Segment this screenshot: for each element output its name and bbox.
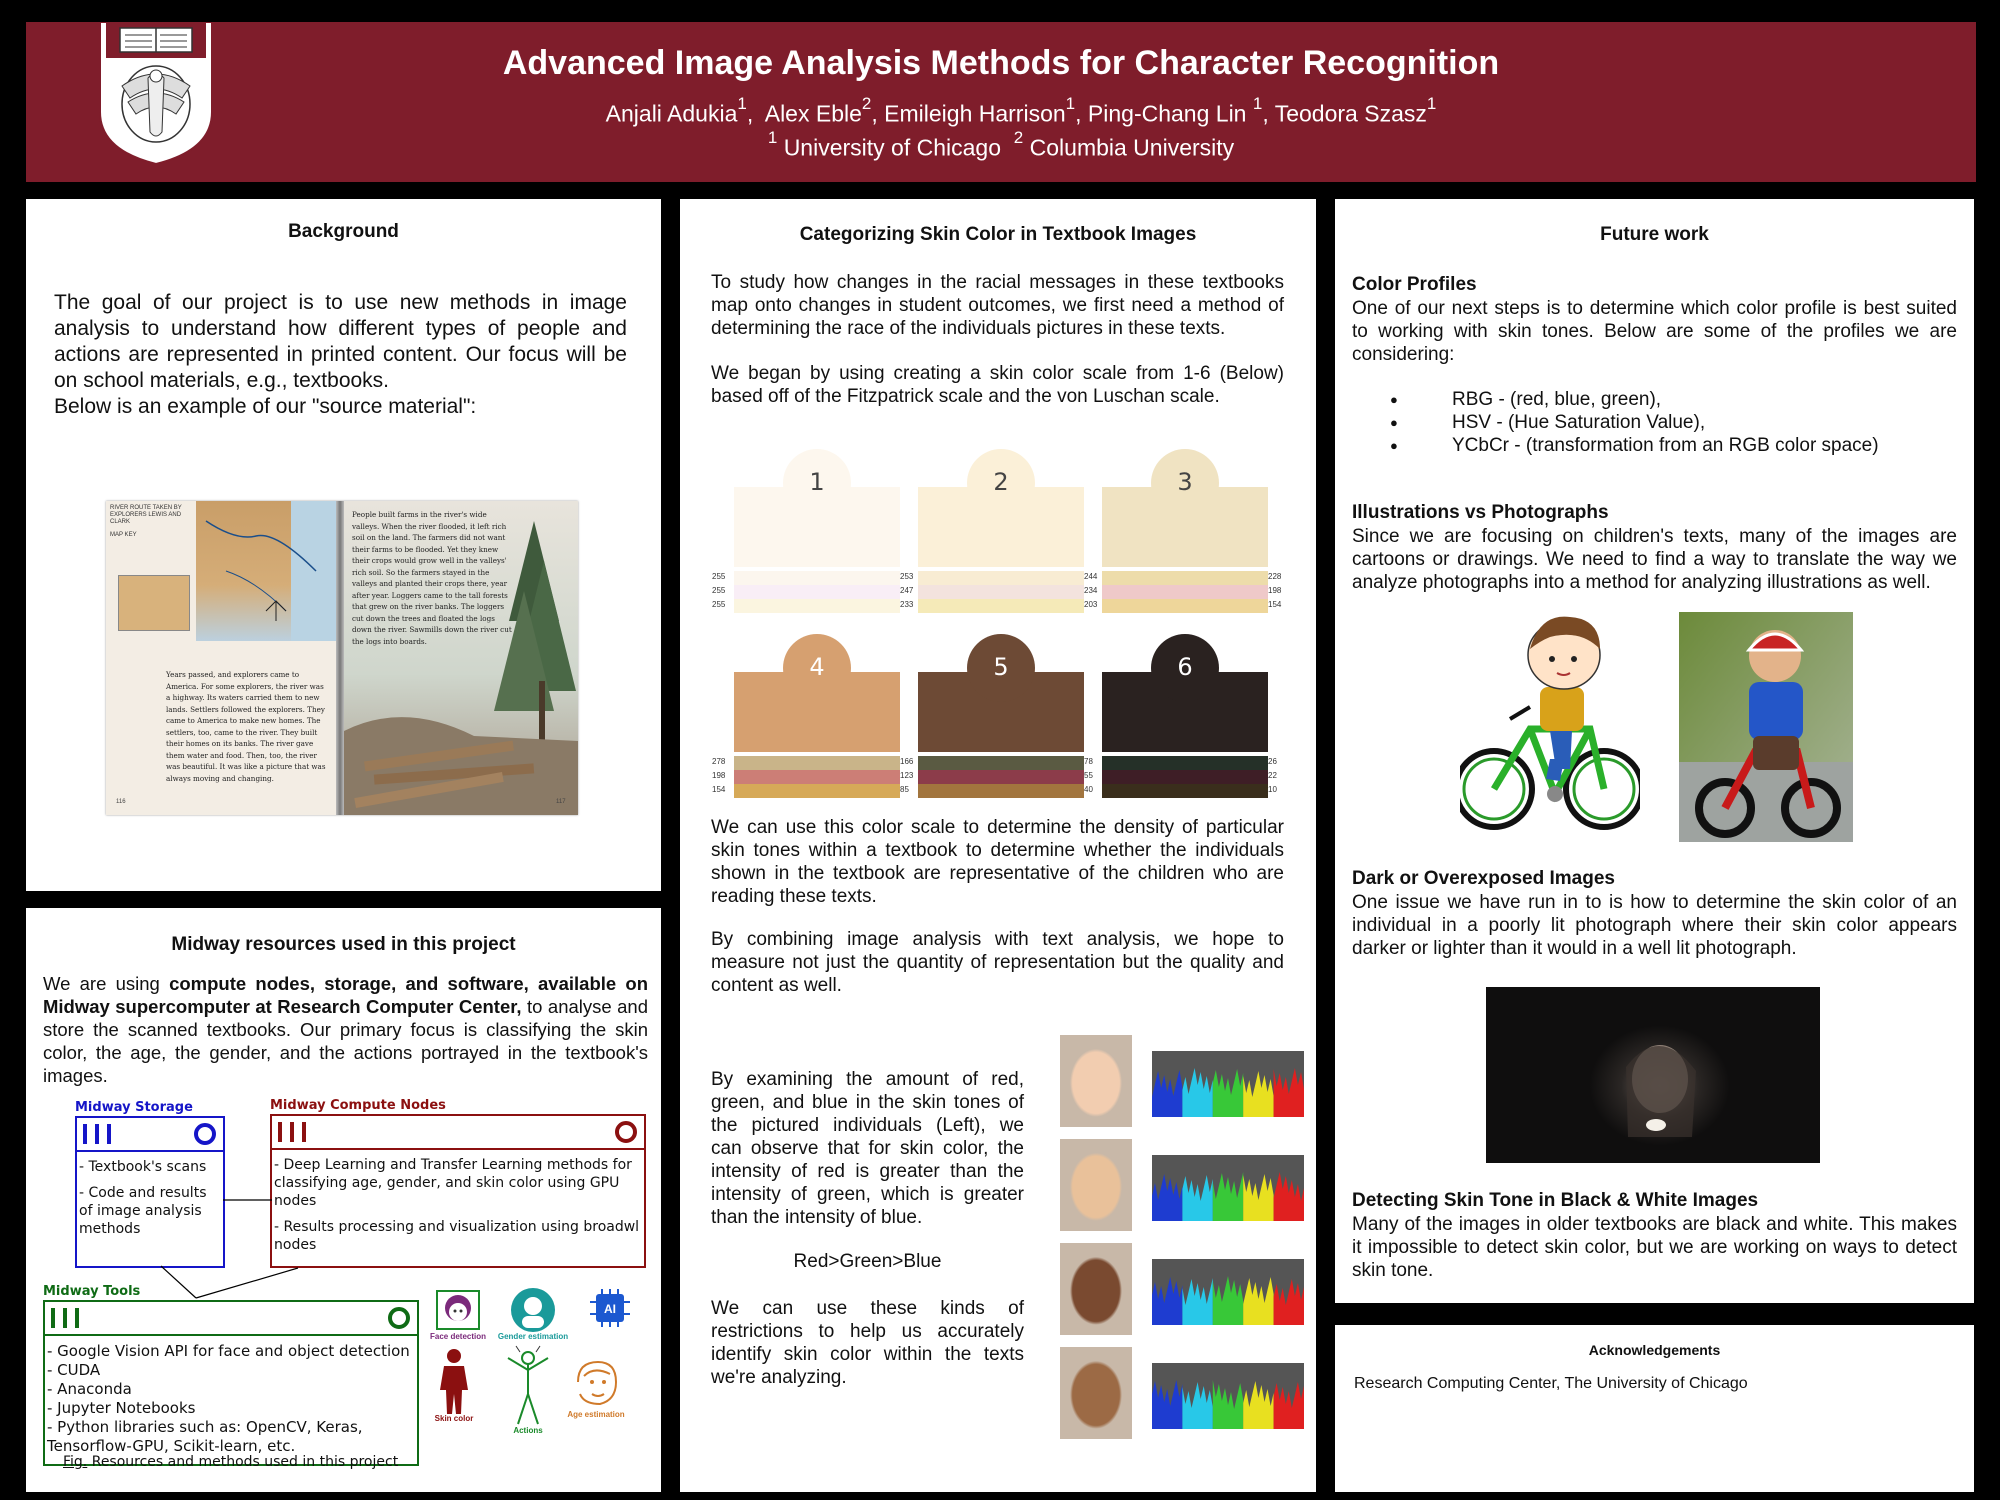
storage-item: - Textbook's scans [79,1159,207,1175]
background-paragraph-2: Below is an example of our "source material": [54,395,477,418]
author-name: Teodora Szasz [1274,100,1427,127]
skin-paragraph-5: By examining the amount of red, green, and blue in the skin tones of the pictured individuals (Left), we can observe that for skin color, the intensity of red is greater than the intensity of green, which is greater than the intensity of blue. [711,1069,1024,1228]
affiliation-number: 2 [1013,128,1024,147]
skin-rgb-value: 234 [1084,586,1098,595]
background-paragraph: The goal of our project is to use new methods in image analysis to understand how different types of people and actions are represented in printed content. Our focus will be on school materials, e.g., textbooks. [54,291,627,392]
illustrations-text: Since we are focusing on children's texts, many of the images are cartoons or drawings. We need to find a way to translate the way we analyze photographs into a method for analyzing illustrations as well. [1352,526,1957,593]
skin-rgb-value: 247 [900,586,914,595]
author-name: Ping-Chang Lin [1087,100,1247,127]
skin-paragraph-3: We can use this color scale to determine the density of particular skin tones within a textbook to determine whether the individuals shown in the textbook are representative of the children who are reading these texts. [711,817,1284,907]
skin-rgb-band [1102,599,1268,613]
midway-intro-bold: compute nodes, storage, and software, available on Midway supercomputer at Research Computer Center, [43,973,648,1017]
face-photo [1060,1139,1132,1231]
rgb-histogram [1152,1363,1304,1429]
affiliation-name: Columbia University [1029,134,1235,161]
skin-rgb-value: 78 [1084,757,1093,766]
face-photo [1060,1347,1132,1439]
skin-rgb-value: 255 [712,600,726,609]
skin-paragraph-4: By combining image analysis with text analysis, we hope to measure not just the quantity of representation but the quality and content as well. [711,929,1284,996]
textbook-page-image [106,501,578,815]
skin-rgb-band [918,585,1084,599]
textbook-right-page [344,501,578,815]
skin-rgb-band [734,571,900,585]
textbook-left-page [106,501,336,815]
skin-rgb-value: 10 [1268,785,1277,794]
bw-images-text: Many of the images in older textbooks are black and white. This makes it impossible to detect skin color, but we are working on ways to detect skin tone. [1352,1214,1957,1281]
skin-rgb-value: 154 [712,785,726,794]
figure-caption [63,1454,398,1470]
actions-label: Actions [513,1426,543,1435]
skin-color-panel [680,199,1316,1492]
skin-tone-number: 1 [783,449,851,517]
skin-paragraph-1: To study how changes in the racial messages in these textbooks map onto changes in student outcomes, we first need a method of determining the race of the individuals pictures in these texts. [711,272,1284,339]
skin-rgb-band [734,770,900,784]
tools-item: - Anaconda [47,1380,132,1398]
skin-rgb-band [1102,585,1268,599]
skin-tone-number: 5 [967,634,1035,702]
tools-item: - CUDA [47,1361,101,1379]
storage-item: - Code and results of image analysis methods [79,1185,207,1237]
skin-rgb-band [918,571,1084,585]
tools-ring-icon [387,1306,411,1330]
figure-caption-text: Resources and methods used in this project [91,1454,399,1470]
rgb-histogram [1152,1155,1304,1221]
poster-header [26,22,1976,182]
actions-icon [496,1344,560,1428]
skin-rgb-value: 255 [712,572,726,581]
skin-scale-cell [918,634,1093,814]
skin-rgb-band [1102,571,1268,585]
compute-item: - Deep Learning and Transfer Learning methods for classifying age, gender, and skin color using GPU nodes [274,1157,632,1209]
tools-label: Midway Tools [43,1284,141,1299]
background-title: Background [288,221,399,242]
color-profile-item: ● RBG - (red, blue, green), [1352,388,1957,411]
midway-panel [26,908,661,1492]
skin-rgb-value: 198 [712,771,726,780]
skin-tone-number: 4 [783,634,851,702]
face-detection-icon [434,1288,482,1332]
skin-rgb-value: 255 [712,586,726,595]
acknowledgements-text: Research Computing Center, The University of Chicago [1354,1375,1748,1392]
tools-bars-icon [49,1306,89,1330]
skin-rgb-band [918,784,1084,798]
figure-caption-prefix: Fig. [63,1454,88,1470]
skin-tone-number: 6 [1151,634,1219,702]
tools-item: - Google Vision API for face and object detection [47,1342,410,1360]
ai-chip-icon [588,1288,632,1328]
skin-rgb-value: 253 [900,572,914,581]
storage-label: Midway Storage [75,1100,193,1115]
skin-rgb-value: 40 [1084,785,1093,794]
skin-rgb-value: 203 [1084,600,1098,609]
skin-color-scale [712,449,1288,819]
skin-rgb-value: 154 [1268,600,1282,609]
midway-intro-start: We are using [43,973,170,994]
book-spine [336,501,344,815]
skin-color-label: Skin color [434,1414,474,1423]
age-estimation-label: Age estimation [567,1410,625,1419]
forest-illustration [344,501,578,815]
author-affiliation-mark: 1 [1252,94,1263,113]
rgb-histogram [1152,1051,1304,1117]
dark-child-photo [1486,987,1820,1163]
skin-rgb-value: 26 [1268,757,1277,766]
skin-rgb-band [734,599,900,613]
skin-rgb-value: 123 [900,771,914,780]
skin-rgb-value: 278 [712,757,726,766]
author-affiliation-mark: 2 [861,94,872,113]
midway-intro-end: to analyse and store the scanned textbooks. Our primary focus is classifying the skin color, the age, the gender, and the actions portrayed in the textbook's images. [43,996,648,1086]
gender-estimation-label: Gender estimation [497,1332,569,1341]
background-panel [26,199,661,891]
skin-scale-cell [918,449,1098,629]
boy-bike-photo [1679,612,1853,842]
skin-rgb-value: 228 [1268,572,1282,581]
skin-rgb-value: 166 [900,757,914,766]
river-map [196,501,336,641]
author-name: Anjali Adukia [605,100,738,127]
acknowledgements-title: Acknowledgements [1588,1342,1721,1358]
author-list: Anjali Adukia$^1$, Alex Eble$^2$, Emileigh Harrison$^1$, Ping-Chang Lin $^1$, Teodora Szasz$^1$ [605,94,1437,127]
ai-chip-label: AI [604,1302,616,1316]
face-detection-label: Face detection [429,1332,486,1341]
skin-rgb-band [918,770,1084,784]
tools-item: - Python libraries such as: OpenCV, Keras, Tensorflow-GPU, Scikit-learn, etc. [47,1418,363,1455]
color-profile-item: ● YCbCr - (transformation from an RGB color space) [1352,434,1957,457]
skin-rgb-value: 85 [900,785,909,794]
midway-title: Midway resources used in this project [171,934,516,955]
skin-scale-cell [712,449,914,629]
map-legend [110,505,194,635]
skin-scale-cell [1102,634,1277,814]
color-profile-item: ● HSV - (Hue Saturation Value), [1352,411,1957,434]
acknowledgements-panel [1335,1325,1974,1492]
skin-color-title: Categorizing Skin Color in Textbook Images [799,224,1197,245]
compute-item: - Results processing and visualization using broadwl nodes [274,1219,640,1253]
skin-rgb-value: 198 [1268,586,1282,595]
skin-rgb-band [918,599,1084,613]
face-photo [1060,1243,1132,1335]
skin-rgb-value: 244 [1084,572,1098,581]
dark-images-text: One issue we have run in to is how to determine the skin color of an individual in a poorly lit photograph where their skin color appears darker or lighter than it would in a well lit photograph. [1352,892,1957,959]
skin-rgb-value: 22 [1268,771,1277,780]
page-number-right: 117 [556,799,566,805]
skin-rgb-band [1102,756,1268,770]
skin-paragraph-6: We can use these kinds of restrictions to help us accurately identify skin color within the texts we're analyzing. [711,1298,1024,1388]
background-text [54,290,627,420]
tools-box [43,1300,419,1466]
compute-label: Midway Compute Nodes [270,1098,446,1113]
skin-rgb-band [918,756,1084,770]
skin-rgb-band [1102,770,1268,784]
author-name: Alex Eble [764,100,862,127]
rgb-histogram [1152,1259,1304,1325]
color-profiles-text: One of our next steps is to determine which color profile is best suited to working with skin tones. Below are some of the profiles we are considering: [1352,298,1957,365]
gender-estimation-icon [508,1286,558,1334]
face-histogram-figure [1060,1035,1310,1445]
bw-images-heading: Detecting Skin Tone in Black & White Images [1352,1190,1759,1211]
future-work-title: Future work [1600,224,1709,245]
tools-list [45,1336,417,1456]
face-photo [1060,1035,1132,1127]
color-profile-list [1352,388,1957,457]
illustrations-heading: Illustrations vs Photographs [1352,502,1609,523]
color-profiles-heading: Color Profiles [1352,274,1477,295]
tools-box-header [45,1302,417,1336]
skin-color-icon [434,1348,474,1416]
age-estimation-icon [570,1356,622,1408]
skin-rgb-value: 55 [1084,771,1093,780]
poster-title: Advanced Image Analysis Methods for Character Recognition [502,44,1500,82]
skin-rgb-band [1102,784,1268,798]
skin-tone-number: 3 [1151,449,1219,517]
skin-scale-cell [1102,449,1282,629]
textbook-left-text: Years passed, and explorers came to America. For some explorers, the river was a highway. Its waters carried them to new lands. Settlers followed the explorers. They came to America to make new homes. The settlers, too, came to the river. They built their homes on its banks. The river gave them water and food. Then, too, the river was beautiful. It was like a picture that was always moving and changing. [166,670,326,783]
future-work-panel [1335,199,1974,1303]
skin-paragraph-2: We began by using creating a skin color scale from 1-6 (Below) based off of the Fitzpatrick scale and the von Luschan scale. [711,363,1284,407]
author-affiliation-mark: 1 [737,94,747,113]
dark-images-heading: Dark or Overexposed Images [1352,868,1615,889]
map-key-label: MAP KEY [110,532,137,538]
rgb-formula: Red>Green>Blue [793,1251,942,1272]
skin-rgb-band [734,756,900,770]
cartoon-boy-bike-illustration [1460,609,1640,841]
map-title: RIVER ROUTE TAKEN BY EXPLORERS LEWIS AND CLARK [110,505,182,525]
skin-tone-number: 2 [967,449,1035,517]
textbook-right-text: People built farms in the river's wide valleys. When the river flooded, it left rich soil on the land. The farmers did not want their farms to be flooded. Yet they knew their crops would grow well in the valleys' rich soil. So the farmers stayed in the valleys and planted their crops there, year after year. Loggers came to the tall forests that grew on the river banks. The loggers cut down the trees and floated the logs down the river. Sawmills down the river cut the logs into boards. [352,510,512,646]
page-number-left: 116 [116,799,126,805]
skin-scale-cell [712,634,914,814]
affiliation-name: University of Chicago [783,134,1001,161]
author-affiliation-mark: 1 [1426,94,1437,113]
affiliation-number: 1 [767,128,778,147]
author-affiliation-mark: 1 [1065,94,1076,113]
skin-rgb-value: 233 [900,600,914,609]
author-name: Emileigh Harrison [884,100,1066,127]
affiliation-list [26,128,1976,162]
skin-rgb-band [734,784,900,798]
skin-rgb-band [734,585,900,599]
tools-item: - Jupyter Notebooks [47,1399,196,1417]
